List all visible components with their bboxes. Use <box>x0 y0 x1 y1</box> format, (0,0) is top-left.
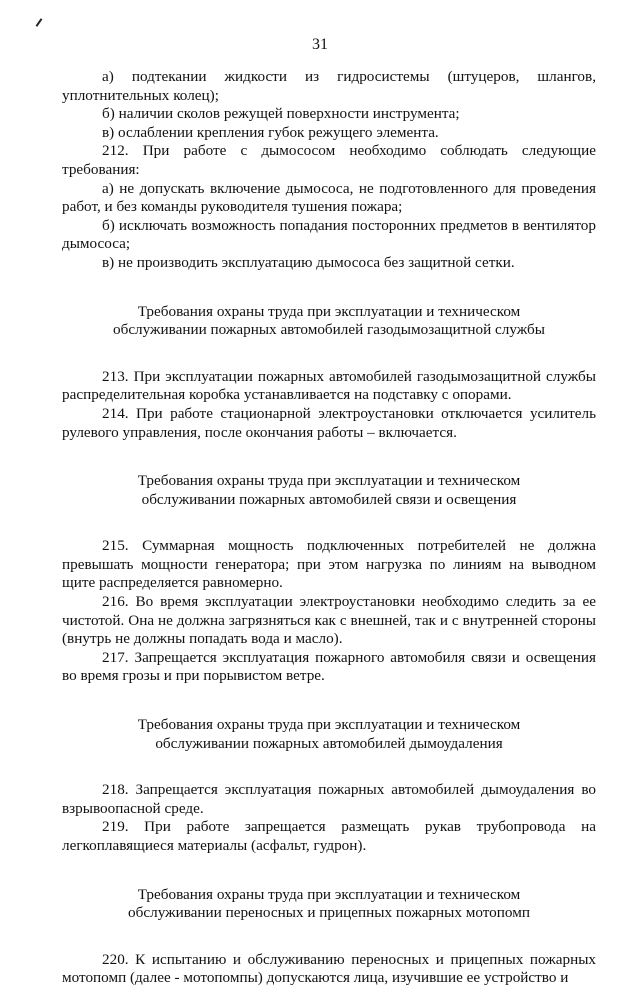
paragraph: 217. Запрещается эксплуатация пожарного автомобиля связи и освещения во время грозы и при порывистом ветре. <box>62 648 596 685</box>
section-heading <box>62 472 596 509</box>
section-heading-line: обслуживании пожарных автомобилей дымоудаления <box>155 734 503 752</box>
section-heading-line: Требования охраны труда при эксплуатации и техническом <box>137 302 521 320</box>
paragraph: в) ослаблении крепления губок режущего элемента. <box>102 123 439 141</box>
paragraph: 218. Запрещается эксплуатация пожарных автомобилей дымоудаления во взрывоопасной среде. <box>62 781 596 817</box>
paragraph: 213. При эксплуатации пожарных автомобилей газодымозащитной службы распределительная коробка устанавливается на подставку с опорами. <box>62 367 596 404</box>
paragraph: 212. При работе с дымососом необходимо соблюдать следующие требования: <box>62 142 596 178</box>
section-heading-line: Требования охраны труда при эксплуатации и техническом <box>137 472 521 490</box>
paragraph: 219. При работе запрещается размещать рукав трубопровода на легкоплавящиеся материалы (асфальт, гудрон). <box>62 818 596 854</box>
section-heading <box>62 303 596 340</box>
document-body <box>62 68 596 988</box>
paragraph: 216. Во время эксплуатации электроустановки необходимо следить за ее чистотой. Она не должна загрязняться как с внешней, так и с внутренней стороны (внутрь не должны попадать вода и масло). <box>62 593 596 648</box>
section-heading-line: Требования охраны труда при эксплуатации и техническом <box>137 885 521 903</box>
section-heading <box>62 716 596 753</box>
paragraph: а) не допускать включение дымососа, не подготовленного для проведения работ, и без команды руководителя тушения пожара; <box>62 179 596 216</box>
section-heading-line: Требования охраны труда при эксплуатации и техническом <box>137 716 521 734</box>
scan-mark <box>36 18 43 27</box>
section-heading-line: обслуживании пожарных автомобилей газодымозащитной службы <box>113 321 545 339</box>
paragraph: б) наличии сколов режущей поверхности инструмента; <box>102 105 460 123</box>
page-number: 31 <box>312 36 328 53</box>
paragraph: б) исключать возможность попадания посторонних предметов в вентилятор дымососа; <box>62 216 596 253</box>
paragraph: 215. Суммарная мощность подключенных потребителей не должна превышать мощности генератора; при этом нагрузка по линиям на выводном щите распределяется равномерно. <box>62 537 596 592</box>
section-heading-line: обслуживании переносных и прицепных пожарных мотопомп <box>128 904 530 922</box>
paragraph: 214. При работе стационарной электроустановки отключается усилитель рулевого управления, после окончания работы – включается. <box>62 404 596 441</box>
paragraph: в) не производить эксплуатацию дымососа без защитной сетки. <box>102 253 515 271</box>
section-heading-line: обслуживании пожарных автомобилей связи и освещения <box>141 490 517 508</box>
section-heading <box>62 886 596 923</box>
paragraph: 220. К испытанию и обслуживанию переносных и прицепных пожарных мотопомп (далее - мотопомпы) допускаются лица, изучившие ее устройство и <box>62 950 596 987</box>
paragraph: а) подтекании жидкости из гидросистемы (штуцеров, шлангов, уплотнительных колец); <box>62 68 596 104</box>
